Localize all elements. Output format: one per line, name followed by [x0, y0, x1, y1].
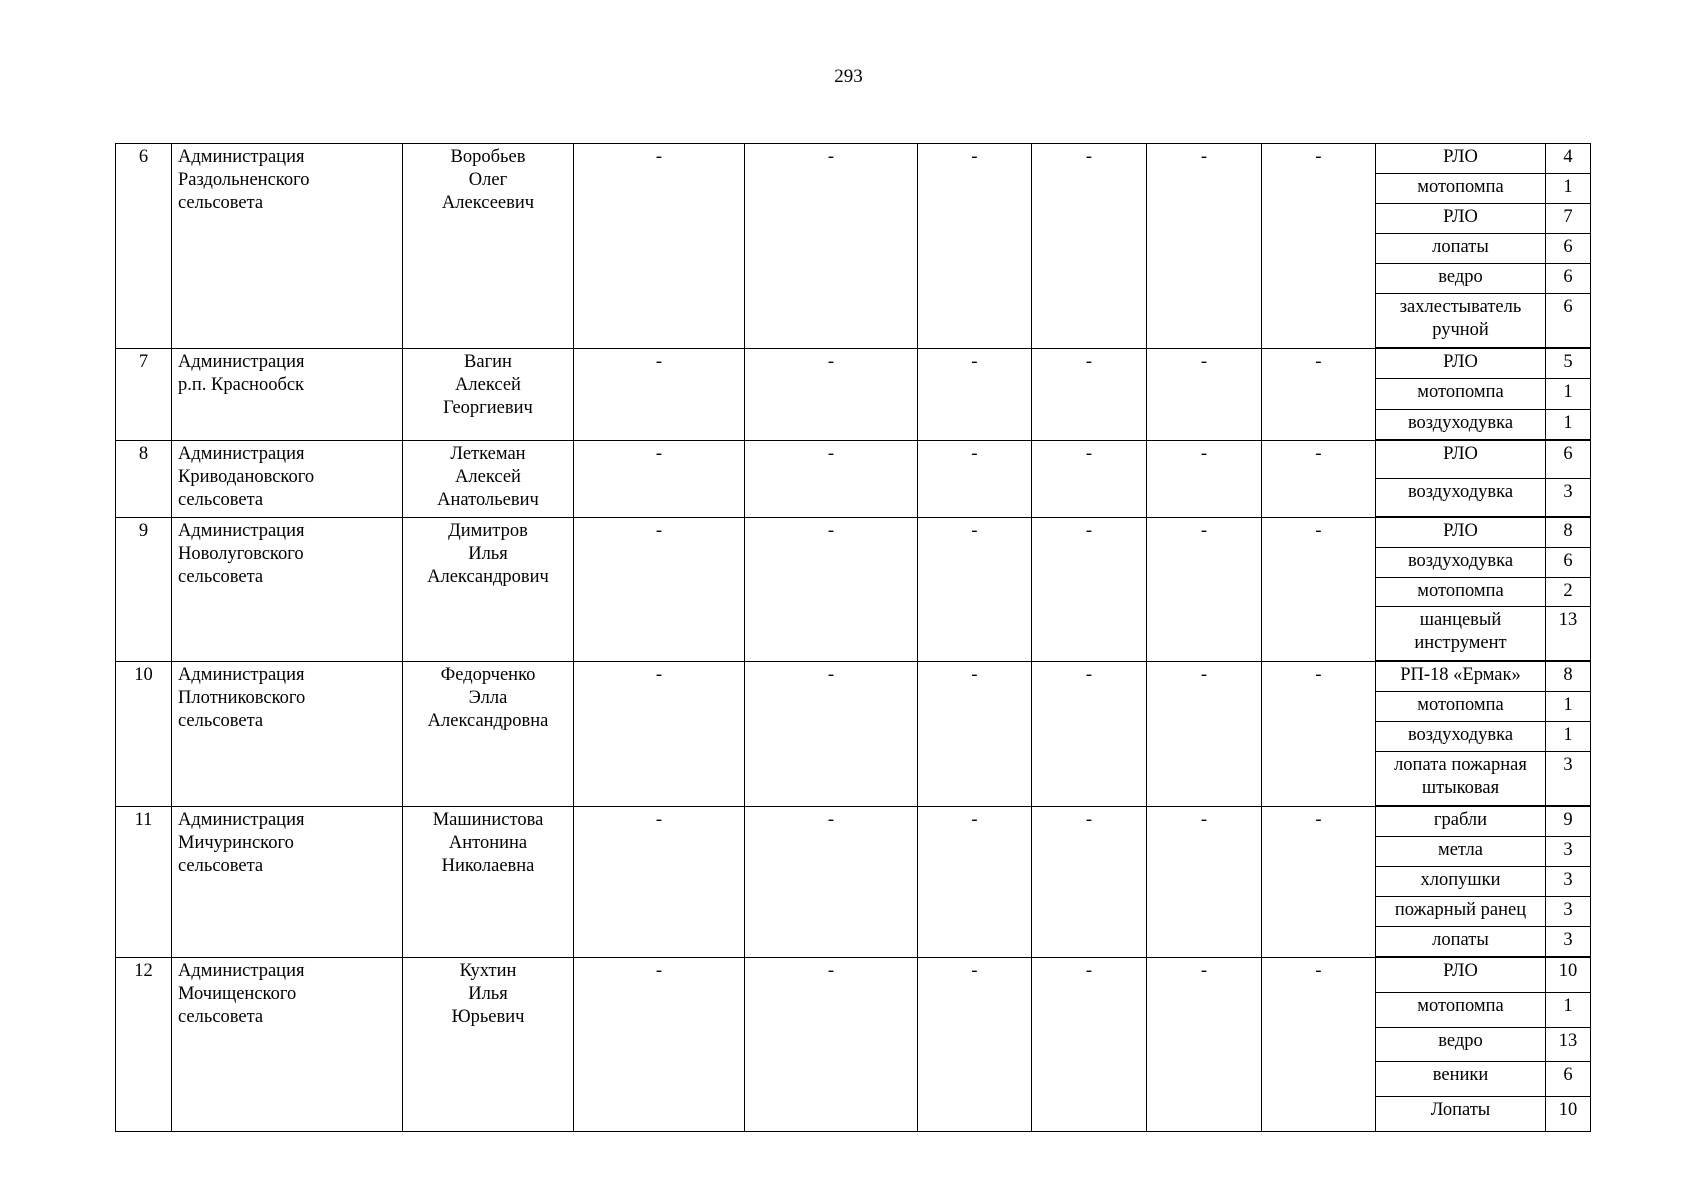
equipment-item [1376, 409, 1590, 439]
head-name-line: Илья [468, 544, 508, 564]
resources-table [115, 143, 1591, 1132]
equipment-item [1376, 294, 1590, 348]
equipment-quantity: 3 [1546, 926, 1591, 956]
equipment-name [1376, 662, 1546, 692]
equipment-quantity: 3 [1546, 866, 1591, 896]
equipment-name [1376, 441, 1546, 478]
head-name-line: Олег [468, 170, 508, 190]
administration-name-line: р.п. Краснообск [178, 375, 305, 395]
table-row [116, 807, 1591, 958]
row-number: 8 [116, 441, 172, 518]
empty-value-cell: - [574, 144, 745, 349]
equipment-name [1376, 478, 1546, 516]
row-number: 6 [116, 144, 172, 349]
equipment-name [1376, 379, 1546, 409]
empty-value-cell: - [1147, 518, 1262, 662]
head-name-line: Вагин [464, 352, 512, 372]
equipment-quantity: 6 [1546, 234, 1591, 264]
equipment-quantity: 8 [1546, 662, 1591, 692]
equipment-name-line: ручной [1432, 320, 1489, 341]
empty-value-cell: - [745, 144, 918, 349]
equipment-name [1376, 264, 1546, 294]
equipment-quantity: 1 [1546, 722, 1591, 752]
head-name [403, 349, 574, 441]
equipment-cell [1376, 958, 1591, 1132]
empty-value-cell: - [918, 958, 1032, 1132]
equipment-item [1376, 866, 1590, 896]
equipment-name-line: мотопомпа [1417, 580, 1504, 601]
equipment-name-line: РЛО [1443, 444, 1478, 464]
empty-value-cell: - [574, 441, 745, 518]
empty-value-cell: - [574, 518, 745, 662]
equipment-list [1376, 807, 1590, 957]
equipment-quantity: 3 [1546, 752, 1591, 806]
equipment-name-line: мотопомпа [1417, 695, 1504, 716]
administration-name [172, 441, 403, 518]
administration-name-line: Мочищенского [178, 984, 297, 1004]
empty-value-cell: - [1147, 144, 1262, 349]
equipment-quantity: 1 [1546, 692, 1591, 722]
equipment-item [1376, 234, 1590, 264]
table-row [116, 958, 1591, 1132]
equipment-name [1376, 1097, 1546, 1131]
head-name-line: Александрович [427, 567, 549, 587]
empty-value-cell: - [1147, 441, 1262, 518]
equipment-item [1376, 662, 1590, 692]
administration-name [172, 807, 403, 958]
empty-value-cell: - [1147, 807, 1262, 958]
equipment-quantity: 10 [1546, 1097, 1591, 1131]
equipment-name-line: воздуходувка [1407, 412, 1514, 433]
empty-value-cell: - [1032, 441, 1147, 518]
head-name-line: Кухтин [459, 961, 517, 981]
equipment-quantity: 1 [1546, 174, 1591, 204]
equipment-item [1376, 896, 1590, 926]
equipment-cell [1376, 518, 1591, 662]
equipment-item [1376, 692, 1590, 722]
equipment-name-line: воздуходувка [1407, 725, 1514, 746]
administration-name-line: Раздольненского [178, 170, 310, 190]
equipment-name-line: хлопушки [1420, 869, 1501, 890]
equipment-name [1376, 1027, 1546, 1062]
empty-value-cell: - [1032, 958, 1147, 1132]
equipment-name-line: метла [1438, 839, 1483, 860]
equipment-quantity: 6 [1546, 441, 1591, 478]
equipment-name-line: штыковая [1421, 778, 1500, 799]
table-row [116, 349, 1591, 441]
equipment-item [1376, 577, 1590, 607]
equipment-name [1376, 607, 1546, 660]
administration-name-line: сельсовета [178, 567, 264, 587]
administration-name-line: сельсовета [178, 856, 264, 876]
equipment-item [1376, 204, 1590, 234]
head-name-line: Юрьевич [451, 1007, 525, 1027]
administration-name [172, 518, 403, 662]
equipment-quantity: 6 [1546, 547, 1591, 577]
equipment-name-line: РЛО [1443, 521, 1478, 541]
head-name-line: Воробьев [450, 147, 526, 167]
empty-value-cell: - [918, 662, 1032, 807]
equipment-name [1376, 174, 1546, 204]
equipment-item [1376, 1062, 1590, 1097]
empty-value-cell: - [1147, 349, 1262, 441]
empty-value-cell: - [574, 662, 745, 807]
administration-name [172, 144, 403, 349]
administration-name-line: Администрация [178, 444, 305, 464]
equipment-name [1376, 896, 1546, 926]
empty-value-cell: - [1147, 662, 1262, 807]
equipment-name-line: лопата пожарная [1394, 755, 1527, 776]
table-row [116, 441, 1591, 518]
administration-name-line: Администрация [178, 352, 305, 372]
head-name-line: Александровна [427, 711, 549, 731]
equipment-item [1376, 441, 1590, 478]
equipment-quantity: 1 [1546, 992, 1591, 1027]
administration-name-line: Плотниковского [178, 688, 306, 708]
equipment-name [1376, 807, 1546, 836]
equipment-name-line: мотопомпа [1417, 177, 1504, 197]
equipment-item [1376, 836, 1590, 866]
equipment-item [1376, 144, 1590, 174]
head-name [403, 441, 574, 518]
equipment-name-line: мотопомпа [1417, 382, 1504, 403]
head-name [403, 518, 574, 662]
equipment-name [1376, 144, 1546, 174]
equipment-name [1376, 958, 1546, 992]
empty-value-cell: - [1262, 349, 1376, 441]
equipment-list [1376, 662, 1590, 806]
equipment-quantity: 3 [1546, 896, 1591, 926]
equipment-name [1376, 836, 1546, 866]
head-name-line: Антонина [448, 833, 528, 853]
row-number: 7 [116, 349, 172, 441]
table-row [116, 662, 1591, 807]
equipment-quantity: 3 [1546, 836, 1591, 866]
equipment-quantity: 6 [1546, 294, 1591, 348]
equipment-name-line: грабли [1433, 810, 1488, 830]
equipment-quantity: 3 [1546, 478, 1591, 516]
equipment-item [1376, 518, 1590, 547]
equipment-quantity: 1 [1546, 379, 1591, 409]
equipment-name [1376, 294, 1546, 348]
administration-name-line: Администрация [178, 521, 305, 541]
administration-name [172, 958, 403, 1132]
head-name-line: Алексей [455, 467, 521, 487]
equipment-name-line: РЛО [1443, 352, 1478, 372]
row-number: 12 [116, 958, 172, 1132]
table-row [116, 144, 1591, 349]
equipment-quantity: 10 [1546, 958, 1591, 992]
equipment-name-line: инструмент [1414, 633, 1507, 654]
equipment-cell [1376, 662, 1591, 807]
equipment-item [1376, 264, 1590, 294]
equipment-name-line: РЛО [1443, 207, 1478, 228]
equipment-item [1376, 1097, 1590, 1131]
equipment-name [1376, 204, 1546, 234]
equipment-quantity: 9 [1546, 807, 1591, 836]
equipment-cell [1376, 349, 1591, 441]
equipment-list [1376, 441, 1590, 517]
empty-value-cell: - [1262, 807, 1376, 958]
empty-value-cell: - [1147, 958, 1262, 1132]
equipment-name-line: веники [1432, 1065, 1489, 1086]
head-name [403, 662, 574, 807]
empty-value-cell: - [745, 441, 918, 518]
empty-value-cell: - [1032, 662, 1147, 807]
equipment-name-line: пожарный ранец [1394, 899, 1527, 920]
equipment-name-line: воздуходувка [1407, 481, 1514, 502]
equipment-quantity: 13 [1546, 607, 1591, 660]
administration-name-line: Новолуговского [178, 544, 304, 564]
administration-name-line: сельсовета [178, 711, 264, 731]
equipment-name-line: РЛО [1443, 147, 1478, 167]
equipment-name [1376, 349, 1546, 379]
head-name-line: Георгиевич [443, 398, 533, 418]
equipment-name-line: ведро [1438, 267, 1483, 288]
row-number: 9 [116, 518, 172, 662]
administration-name-line: Администрация [178, 810, 305, 830]
equipment-item [1376, 379, 1590, 409]
empty-value-cell: - [1262, 518, 1376, 662]
head-name-line: Леткеман [450, 444, 526, 464]
equipment-quantity: 7 [1546, 204, 1591, 234]
equipment-item [1376, 349, 1590, 379]
equipment-item [1376, 958, 1590, 992]
head-name [403, 958, 574, 1132]
equipment-name [1376, 866, 1546, 896]
empty-value-cell: - [745, 662, 918, 807]
empty-value-cell: - [1032, 349, 1147, 441]
equipment-item [1376, 478, 1590, 516]
equipment-name-line: ведро [1438, 1030, 1483, 1051]
equipment-item [1376, 174, 1590, 204]
equipment-name [1376, 992, 1546, 1027]
head-name-line: Алексеевич [441, 193, 535, 213]
empty-value-cell: - [745, 518, 918, 662]
equipment-name [1376, 234, 1546, 264]
head-name-line: Алексей [455, 375, 521, 395]
equipment-list [1376, 958, 1590, 1131]
equipment-list [1376, 349, 1590, 440]
empty-value-cell: - [1032, 807, 1147, 958]
equipment-quantity: 2 [1546, 577, 1591, 607]
head-name [403, 807, 574, 958]
equipment-quantity: 6 [1546, 264, 1591, 294]
equipment-name [1376, 1062, 1546, 1097]
head-name-line: Николаевна [441, 856, 535, 876]
row-number: 10 [116, 662, 172, 807]
administration-name-line: сельсовета [178, 193, 264, 213]
administration-name [172, 349, 403, 441]
equipment-quantity: 5 [1546, 349, 1591, 379]
head-name [403, 144, 574, 349]
head-name-line: Анатольевич [437, 490, 539, 510]
head-name-line: Элла [468, 688, 508, 708]
empty-value-cell: - [574, 807, 745, 958]
equipment-name-line: РП-18 «Ермак» [1400, 665, 1521, 685]
head-name-line: Машинистова [432, 810, 544, 830]
administration-name-line: сельсовета [178, 1007, 264, 1027]
equipment-item [1376, 752, 1590, 806]
equipment-name-line: Лопаты [1430, 1100, 1491, 1121]
table-body [116, 144, 1591, 1132]
equipment-list [1376, 518, 1590, 661]
empty-value-cell: - [1262, 441, 1376, 518]
equipment-name [1376, 722, 1546, 752]
equipment-name [1376, 752, 1546, 806]
head-name-line: Илья [468, 984, 508, 1004]
empty-value-cell: - [1032, 518, 1147, 662]
equipment-quantity: 13 [1546, 1027, 1591, 1062]
equipment-name [1376, 547, 1546, 577]
empty-value-cell: - [574, 349, 745, 441]
equipment-name [1376, 409, 1546, 439]
equipment-cell [1376, 441, 1591, 518]
equipment-item [1376, 807, 1590, 836]
empty-value-cell: - [918, 144, 1032, 349]
equipment-name-line: шанцевый [1419, 610, 1502, 631]
empty-value-cell: - [745, 807, 918, 958]
administration-name-line: Администрация [178, 961, 305, 981]
administration-name-line: Администрация [178, 665, 305, 685]
equipment-cell [1376, 144, 1591, 349]
equipment-name [1376, 518, 1546, 547]
head-name-line: Димитров [448, 521, 528, 541]
page-number: 293 [834, 66, 863, 87]
equipment-item [1376, 926, 1590, 956]
empty-value-cell: - [1262, 662, 1376, 807]
empty-value-cell: - [918, 349, 1032, 441]
equipment-name-line: захлестыватель [1399, 297, 1522, 318]
administration-name-line: Администрация [178, 147, 305, 167]
equipment-name [1376, 577, 1546, 607]
equipment-quantity: 1 [1546, 409, 1591, 439]
empty-value-cell: - [918, 441, 1032, 518]
equipment-cell [1376, 807, 1591, 958]
equipment-item [1376, 992, 1590, 1027]
administration-name-line: Криводановского [178, 467, 315, 487]
equipment-quantity: 8 [1546, 518, 1591, 547]
equipment-name [1376, 692, 1546, 722]
table-row [116, 518, 1591, 662]
empty-value-cell: - [745, 349, 918, 441]
equipment-item [1376, 1027, 1590, 1062]
equipment-quantity: 4 [1546, 144, 1591, 174]
equipment-item [1376, 722, 1590, 752]
equipment-quantity: 6 [1546, 1062, 1591, 1097]
head-name-line: Федорченко [440, 665, 536, 685]
equipment-name-line: РЛО [1443, 961, 1478, 981]
empty-value-cell: - [1032, 144, 1147, 349]
administration-name-line: сельсовета [178, 490, 264, 510]
equipment-name-line: лопаты [1432, 929, 1489, 950]
equipment-list [1376, 144, 1590, 348]
equipment-name-line: мотопомпа [1417, 995, 1504, 1016]
row-number: 11 [116, 807, 172, 958]
administration-name-line: Мичуринского [178, 833, 294, 853]
empty-value-cell: - [574, 958, 745, 1132]
equipment-name [1376, 926, 1546, 956]
equipment-name-line: воздуходувка [1407, 550, 1514, 571]
equipment-item [1376, 547, 1590, 577]
equipment-item [1376, 607, 1590, 660]
empty-value-cell: - [745, 958, 918, 1132]
equipment-name-line: лопаты [1432, 237, 1489, 258]
empty-value-cell: - [1262, 144, 1376, 349]
empty-value-cell: - [918, 518, 1032, 662]
empty-value-cell: - [1262, 958, 1376, 1132]
empty-value-cell: - [918, 807, 1032, 958]
administration-name [172, 662, 403, 807]
